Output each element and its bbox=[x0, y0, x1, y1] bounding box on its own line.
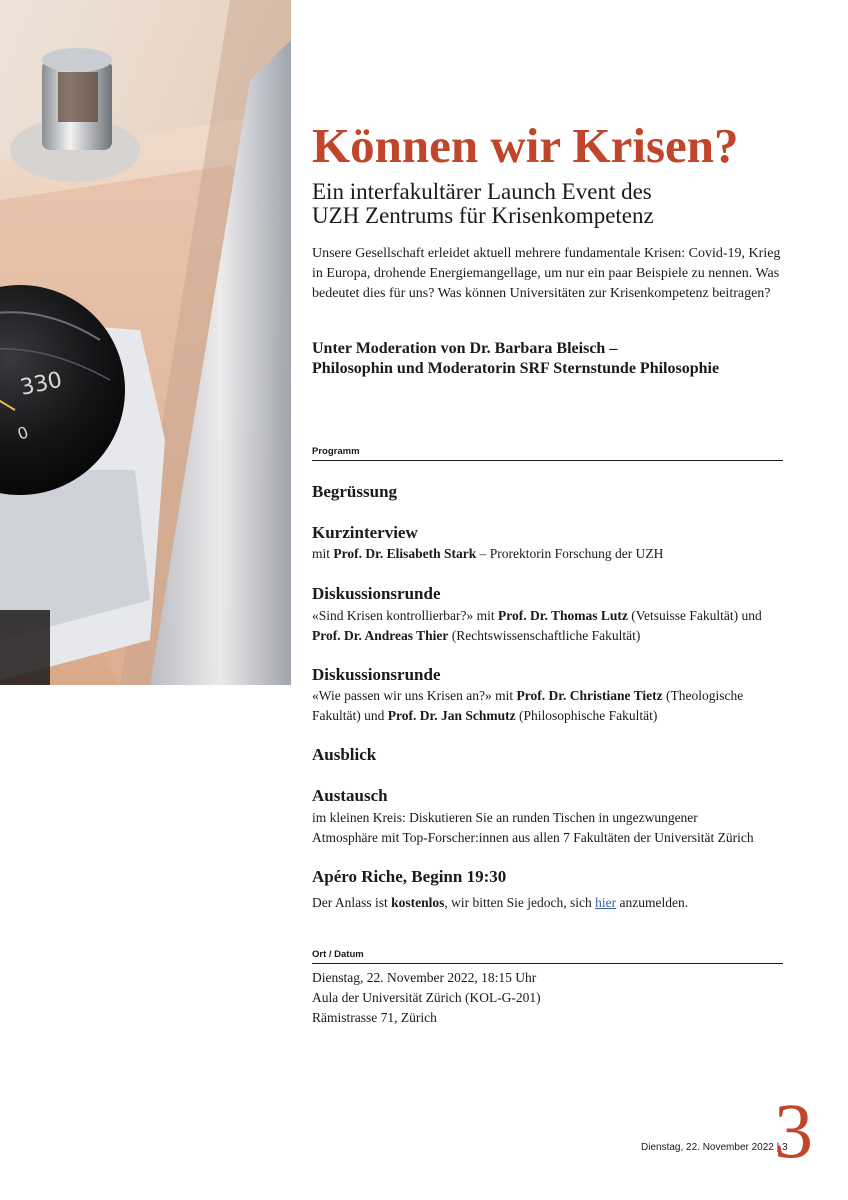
program-item-title: Austausch bbox=[312, 786, 388, 805]
speaker-name: Prof. Dr. Thomas Lutz bbox=[497, 608, 628, 623]
program-item-title: Diskussionsrunde bbox=[312, 665, 441, 684]
section-label-programm: Programm bbox=[312, 446, 783, 461]
subtitle bbox=[312, 180, 792, 228]
section-label-ort-datum: Ort / Datum bbox=[312, 949, 783, 964]
speaker-name: Prof. Dr. Elisabeth Stark bbox=[333, 546, 477, 561]
program-item-title: Apéro Riche, Beginn 19:30 bbox=[312, 867, 507, 886]
registration-link[interactable]: hier bbox=[595, 895, 617, 910]
speaker-name: Prof. Dr. Andreas Thier bbox=[312, 628, 449, 643]
subtitle-line: UZH Zentrums für Krisenkompetenz bbox=[312, 203, 654, 228]
header-photo bbox=[0, 0, 291, 685]
program-item-text: «Wie passen wir uns Krisen an?» mit Prof. Dr. Christiane Tietz (Theologische Fakultät) und Prof. Dr. Jan Schmutz (Philosophische Fakultät) bbox=[312, 688, 744, 723]
svg-text:0: 0 bbox=[14, 422, 31, 444]
page-number: 3 bbox=[774, 1087, 813, 1174]
subtitle-line: Ein interfakultärer Launch Event des bbox=[312, 179, 652, 204]
footer-date: Dienstag, 22. November 2022 | 3 bbox=[641, 1142, 788, 1153]
compass-photo-graphic bbox=[0, 0, 291, 685]
location-date-details: Dienstag, 22. November 2022, 18:15 Uhr Aula der Universität Zürich (KOL-G-201) Rämistrasse 71, Zürich bbox=[312, 970, 541, 1025]
program-item-title: Kurzinterview bbox=[312, 523, 418, 542]
program-item-text: im kleinen Kreis: Diskutieren Sie an runden Tischen in ungezwungener Atmosphäre mit Top-Forscher:innen aus allen 7 Fakultäten der Universität Zürich bbox=[312, 810, 754, 845]
speaker-name: Prof. Dr. Christiane Tietz bbox=[516, 688, 663, 703]
intro-paragraph: Unsere Gesellschaft erleidet aktuell mehrere fundamentale Krisen: Covid-19, Krieg in Europa, drohende Energiemangellage, um nur ein paar Beispiele zu nennen. Was bedeutet dies für uns? Was können Universitäten zur Krisenkompetenz beitragen? bbox=[312, 246, 781, 301]
page-title: Können wir Krisen? bbox=[312, 118, 739, 173]
moderation-note bbox=[312, 339, 792, 379]
program-item-text: Der Anlass ist kostenlos, wir bitten Sie jedoch, sich hier anzumelden. bbox=[312, 895, 689, 910]
program-item-text: mit Prof. Dr. Elisabeth Stark – Prorektorin Forschung der UZH bbox=[312, 546, 664, 561]
program-item-title: Begrüssung bbox=[312, 482, 398, 501]
speaker-name: Prof. Dr. Jan Schmutz bbox=[387, 708, 516, 723]
svg-text:330: 330 bbox=[18, 367, 65, 401]
program-item-text: «Sind Krisen kontrollierbar?» mit Prof. Dr. Thomas Lutz (Vetsuisse Fakultät) und Prof. Dr. Andreas Thier (Rechtswissenschaftliche Fakultät) bbox=[312, 608, 762, 643]
program-item-title: Ausblick bbox=[312, 745, 377, 764]
program-item-title: Diskussionsrunde bbox=[312, 584, 441, 603]
moderation-line: Unter Moderation von Dr. Barbara Bleisch – bbox=[312, 340, 618, 357]
emphasis-free: kostenlos bbox=[391, 895, 445, 910]
moderation-line: Philosophin und Moderatorin SRF Sternstunde Philosophie bbox=[312, 360, 720, 377]
